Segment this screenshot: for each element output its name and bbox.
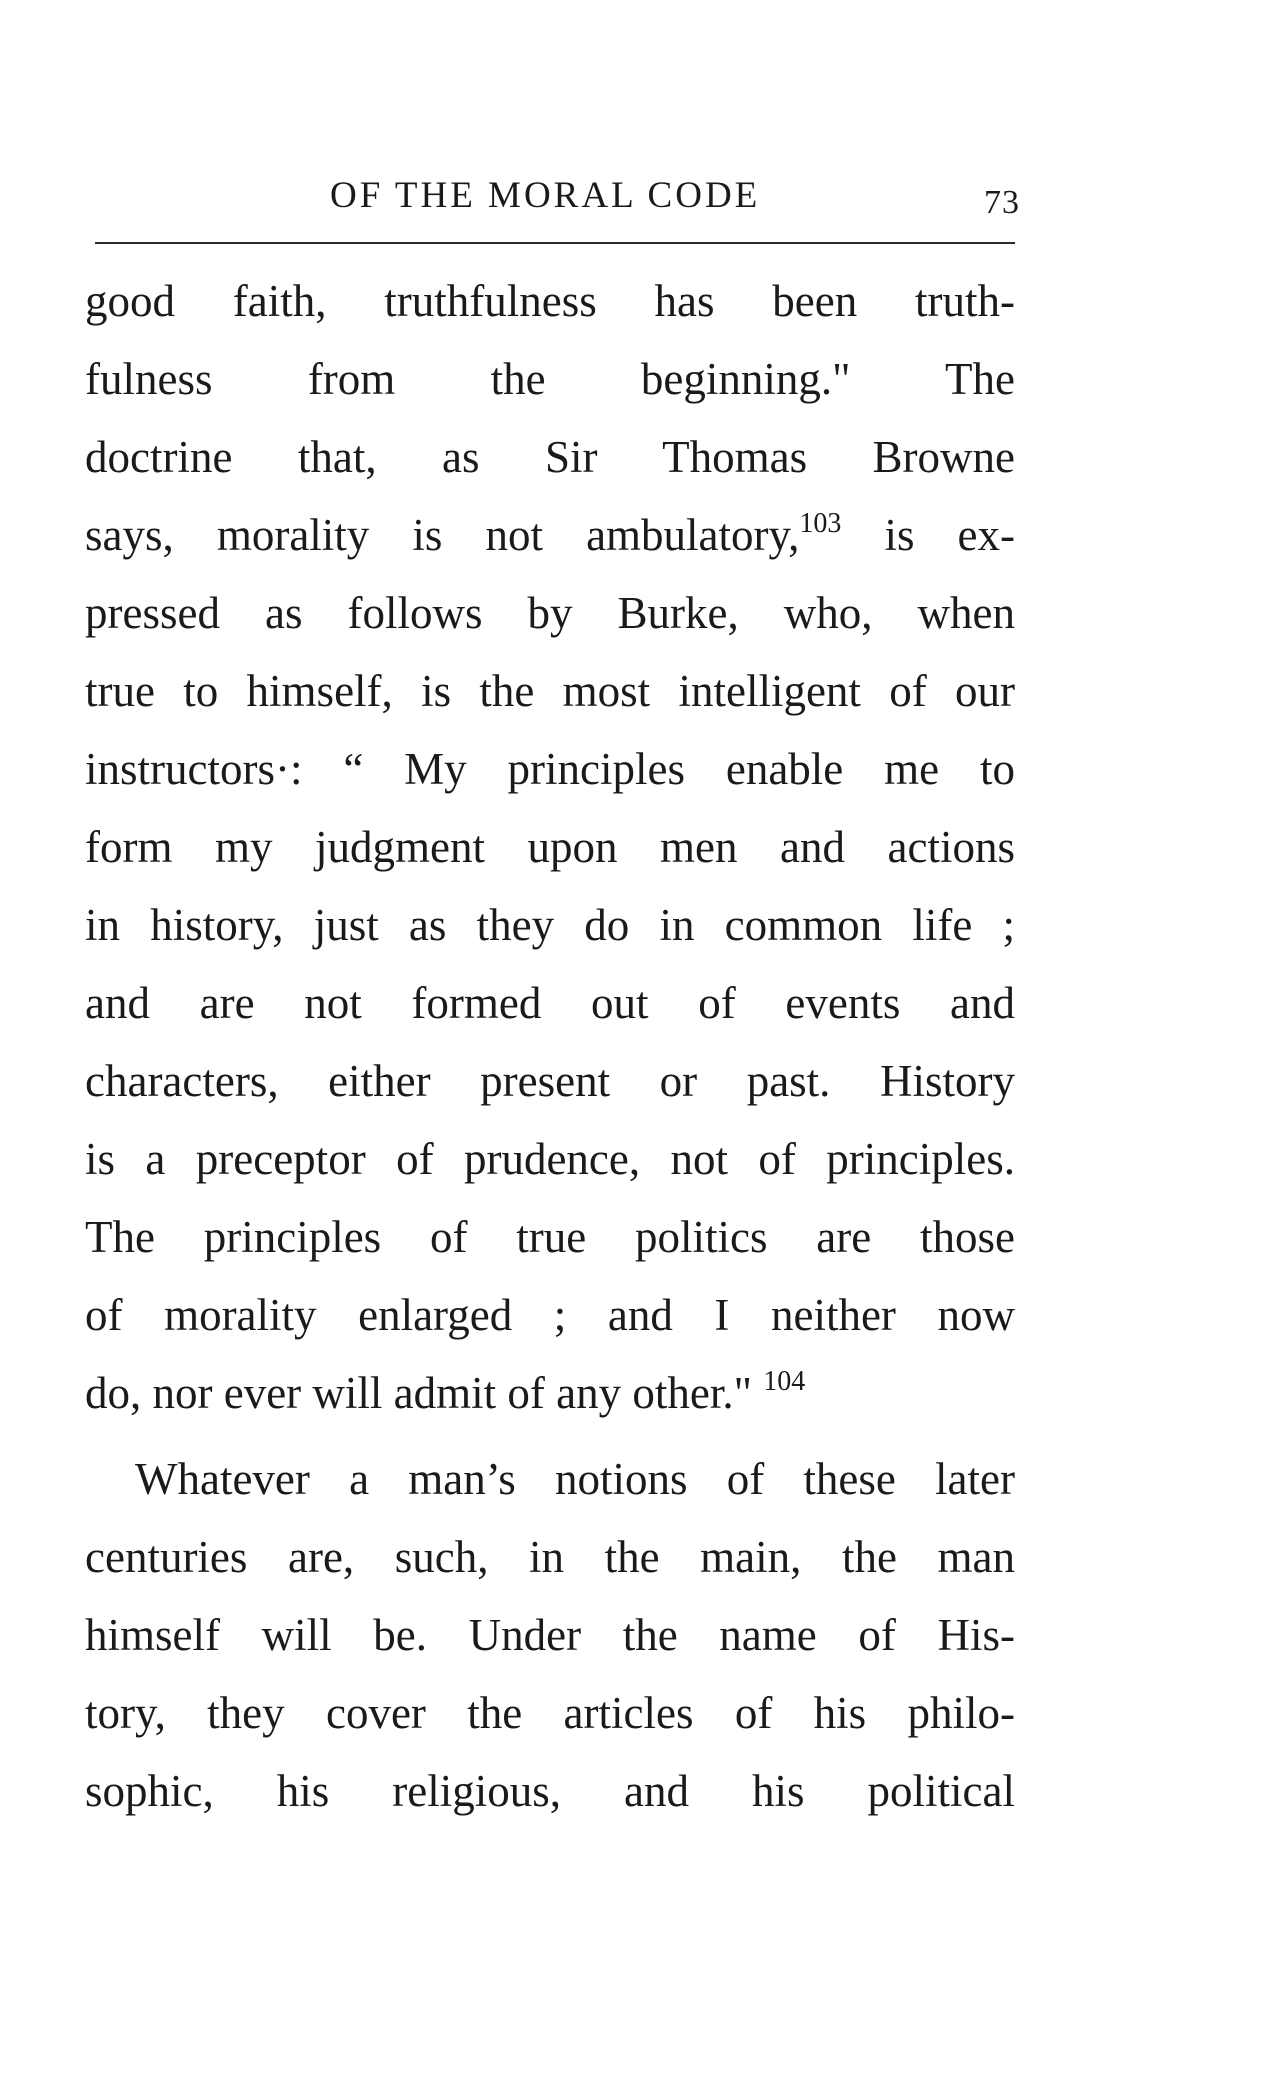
text-line: of morality enlarged ; and I neither now xyxy=(85,1290,1015,1340)
text-line: himself will be. Under the name of His- xyxy=(85,1610,1015,1660)
body-text xyxy=(85,262,1015,1830)
header-rule xyxy=(95,242,1015,244)
text-line: fulness from the beginning." The xyxy=(85,354,1015,404)
text-line: and are not formed out of events and xyxy=(85,978,1015,1028)
text-line: good faith, truthfulness has been truth- xyxy=(85,276,1015,326)
text-line: true to himself, is the most intelligent of our xyxy=(85,666,1015,716)
running-title: OF THE MORAL CODE xyxy=(330,175,761,216)
text-line: sophic, his religious, and his political xyxy=(85,1766,1015,1816)
text-line: in history, just as they do in common life ; xyxy=(85,900,1015,950)
text-line: doctrine that, as Sir Thomas Browne xyxy=(85,432,1015,482)
text-line: centuries are, such, in the main, the man xyxy=(85,1532,1015,1582)
running-head xyxy=(90,170,1020,220)
text-line: The principles of true politics are those xyxy=(85,1212,1015,1262)
text-line: is a preceptor of prudence, not of principles. xyxy=(85,1134,1015,1184)
text-line: characters, either present or past. History xyxy=(85,1056,1015,1106)
text-line: pressed as follows by Burke, who, when xyxy=(85,588,1015,638)
text-line: instructors·: “ My principles enable me to xyxy=(85,744,1015,794)
text-fragment: is ex- xyxy=(884,510,1015,560)
text-line: form my judgment upon men and actions xyxy=(85,822,1015,872)
text-line: tory, they cover the articles of his philo- xyxy=(85,1688,1015,1738)
text-line-with-footnote xyxy=(85,496,1015,574)
text-line: Whatever a man’s notions of these later xyxy=(135,1454,1015,1504)
paragraph-gap xyxy=(85,1432,1015,1440)
text-fragment: do, nor ever will admit of any other." xyxy=(85,1368,764,1418)
text-fragment: says, morality is not ambulatory, xyxy=(85,510,800,560)
text-line-with-footnote xyxy=(85,1354,1015,1432)
page-number: 73 xyxy=(984,184,1020,221)
footnote-ref-104: 104 xyxy=(763,1366,806,1397)
footnote-ref-103: 103 xyxy=(799,508,842,539)
